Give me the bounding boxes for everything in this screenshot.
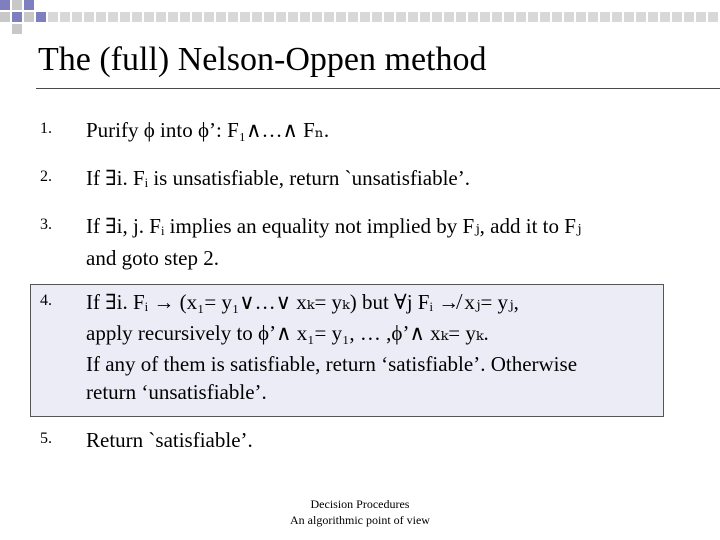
- title-divider: [36, 88, 720, 89]
- item-line: apply recursively to ϕ’∧ x₁= y₁, … ,ϕ’∧ xₖ= yₖ.: [86, 321, 489, 345]
- footer: [0, 496, 720, 528]
- item-line: If ∃i. Fᵢ is unsatisfiable, return `unsatisfiable’.: [86, 166, 470, 190]
- corner-decoration: [0, 0, 720, 36]
- item-line: Purify ϕ into ϕ’: F₁∧…∧ Fₙ.: [86, 118, 330, 142]
- item-line: return ‘unsatisfiable’.: [86, 380, 267, 404]
- footer-line: An algorithmic point of view: [290, 513, 430, 527]
- footer-line: Decision Procedures: [310, 497, 410, 511]
- item-line: If any of them is satisfiable, return ‘satisfiable’. Otherwise: [86, 352, 578, 376]
- item-number: 3.: [40, 216, 52, 233]
- item-number: 5.: [40, 430, 52, 447]
- item-line: Return `satisfiable’.: [86, 428, 253, 452]
- slide-title: The (full) Nelson-Oppen method: [38, 41, 487, 78]
- item-number: 4.: [40, 292, 52, 309]
- item-line: If ∃i. Fᵢ → (x₁= y₁∨…∨ xₖ= yₖ) but ∀j Fᵢ ↛ xⱼ= yⱼ,: [86, 290, 519, 314]
- item-number: 1.: [40, 120, 52, 137]
- item-line: and goto step 2.: [86, 246, 219, 270]
- item-number: 2.: [40, 168, 52, 185]
- item-line: If ∃i, j. Fᵢ implies an equality not implied by Fⱼ, add it to Fⱼ: [86, 214, 582, 238]
